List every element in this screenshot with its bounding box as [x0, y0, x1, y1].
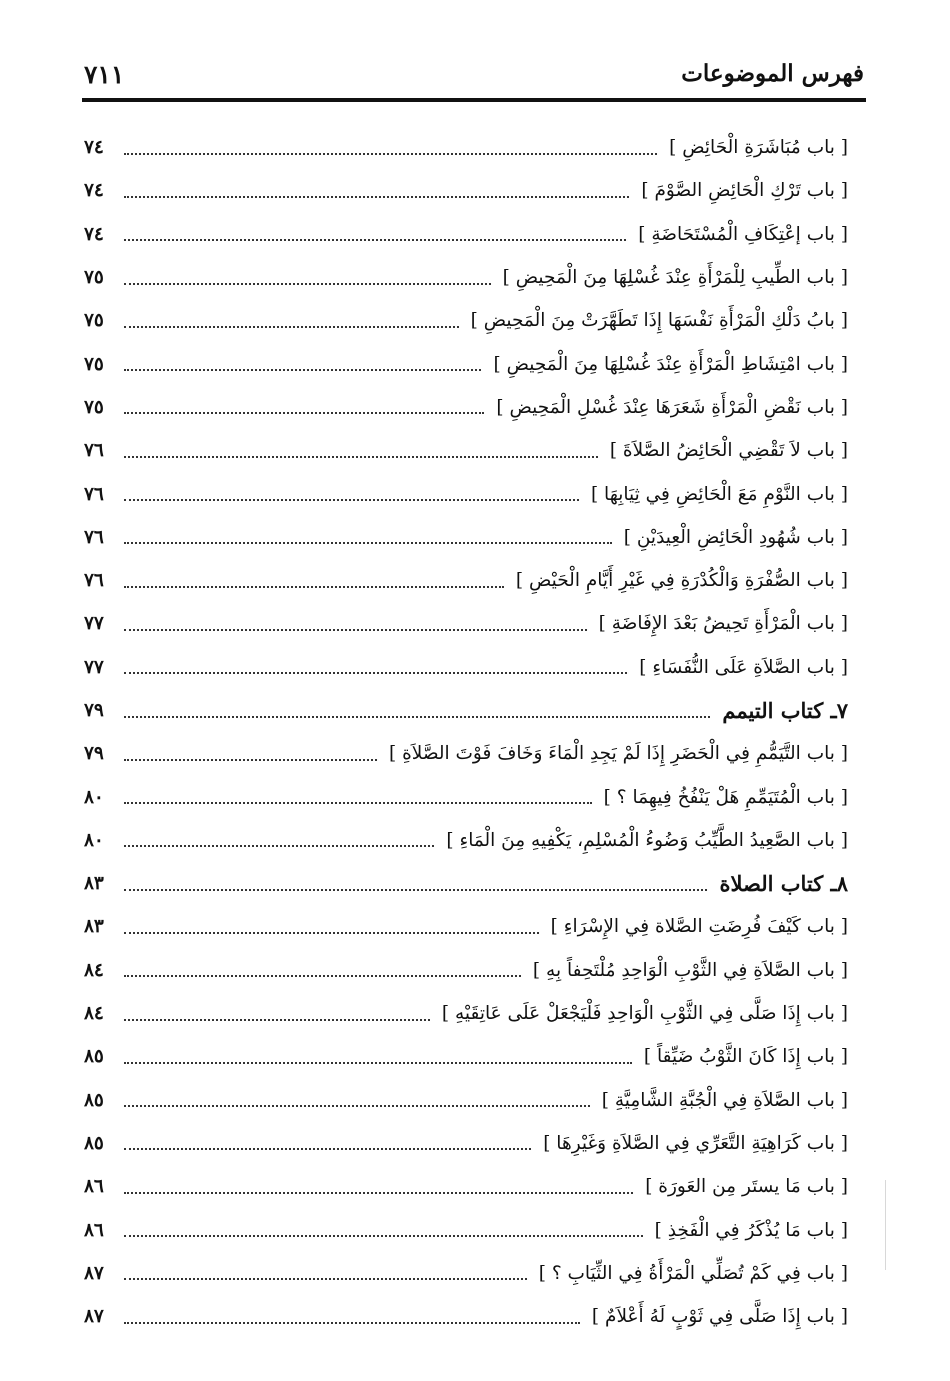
dot-leader: [124, 153, 657, 155]
entry-page-number: ٨٤: [84, 959, 104, 981]
entry-title: [ باب النَّوْمِ مَعَ الْحَائِضِ فِي ثِيَابِهَا ]: [590, 483, 848, 505]
dot-leader: [124, 975, 521, 977]
entry-page-number: ٨٠: [84, 829, 104, 851]
dot-leader: [124, 1322, 580, 1324]
entry-page-number: ٨٥: [84, 1132, 104, 1154]
toc-chapter-row: [84, 862, 848, 905]
dot-leader: [124, 759, 377, 761]
entry-title: [ باب إِذَا كَانَ الثَّوْبُ ضَيِّقاً ]: [643, 1046, 848, 1068]
entry-page-number: ٧٥: [84, 267, 104, 289]
entry-title: [ باب إِذَا صَلَّى فِي ثَوْبٍ لَهُ أَعْلاَمٌ ]: [591, 1306, 848, 1328]
toc-chapter-row: [84, 689, 848, 732]
entry-page-number: ٧٧: [84, 656, 104, 678]
toc-entry-row: [84, 1208, 848, 1251]
dot-leader: [124, 1105, 590, 1107]
dot-leader: [124, 1019, 430, 1021]
entry-page-number: ٨٧: [84, 1306, 104, 1328]
dot-leader: [124, 1062, 632, 1064]
entry-title: [ باب كَيْفَ فُرِضَتِ الصَّلاة فِي الإِسْرَاءِ ]: [550, 916, 848, 938]
entry-title: [ باب نَقْضِ الْمَرْأَةِ شَعَرَهَا عِنْدَ غُسْلِ الْمَحِيضِ ]: [496, 396, 848, 418]
entry-title: [ باب الصَّلاَةِ فِي الْجُبَّةِ الشَّامِيَّةِ ]: [601, 1089, 848, 1111]
dot-leader: [124, 239, 626, 241]
entry-page-number: ٨٦: [84, 1219, 104, 1241]
entry-page-number: ٨٤: [84, 1003, 104, 1025]
entry-title: [ باب مَا يستَر مِن العَورَة ]: [645, 1176, 848, 1198]
dot-leader: [124, 802, 592, 804]
entry-page-number: ٧٦: [84, 440, 104, 462]
entry-page-number: ٨٦: [84, 1176, 104, 1198]
dot-leader: [124, 456, 598, 458]
dot-leader: [124, 1278, 527, 1280]
entry-page-number: ٨٠: [84, 786, 104, 808]
entry-title: [ باب التَّيَمُّمِ فِي الْحَضَرِ إِذَا لَمْ يَجِدِ الْمَاءَ وَخَافَ فَوْتَ الصَّلاَةِ ]: [388, 743, 848, 765]
entry-title: [ باب الْمَرْأَةِ تَحِيضُ بَعْدَ الإِفَاضَةِ ]: [598, 613, 848, 635]
dot-leader: [124, 845, 434, 847]
entry-title: [ باب لاَ تَقْضِي الْحَائِضُ الصَّلاَةَ ]: [609, 440, 848, 462]
toc-entry-row: [84, 342, 848, 385]
entry-title: [ باب تَرْكِ الْحَائِضِ الصَّوْمَ ]: [641, 180, 848, 202]
page-header: [84, 58, 864, 98]
entry-page-number: ٧٦: [84, 483, 104, 505]
entry-title: [ باب الصَّلاَةِ عَلَى النُّفَسَاءِ ]: [639, 656, 848, 678]
toc-entry-row: [84, 559, 848, 602]
dot-leader: [124, 716, 710, 718]
dot-leader: [124, 412, 484, 414]
toc-entry-row: [84, 1165, 848, 1208]
toc-entry-row: [84, 1079, 848, 1122]
dot-leader: [124, 326, 459, 328]
entry-page-number: ٨٥: [84, 1046, 104, 1068]
entry-page-number: ٧٤: [84, 223, 104, 245]
page-number: ٧١١: [84, 60, 125, 89]
toc-entry-row: [84, 1252, 848, 1295]
toc-entry-row: [84, 819, 848, 862]
dot-leader: [124, 586, 504, 588]
entry-page-number: ٨٥: [84, 1089, 104, 1111]
toc-entry-row: [84, 646, 848, 689]
toc-entry-row: [84, 472, 848, 515]
dot-leader: [124, 499, 579, 501]
toc-entry-row: [84, 775, 848, 818]
entry-title: [ باب فِي كَمْ تُصَلِّي الْمَرْأَةُ فِي الثِّيَابِ ؟ ]: [538, 1262, 848, 1284]
toc-entry-row: [84, 169, 848, 212]
toc-entry-row: [84, 126, 848, 169]
entry-page-number: ٧٦: [84, 570, 104, 592]
entry-page-number: ٧٩: [84, 700, 104, 721]
entry-page-number: ٨٣: [84, 873, 104, 895]
entry-page-number: ٧٤: [84, 137, 104, 159]
entry-title: [ باب الْمُتَيَمِّمِ هَلْ يَنْفُخُ فِيهِمَا ؟ ]: [603, 786, 848, 808]
dot-leader: [124, 889, 707, 891]
entry-title: [ باب امْتِشَاطِ الْمَرْأَةِ عِنْدَ غُسْلِهَا مِنَ الْمَحِيضِ ]: [493, 353, 848, 375]
toc-entry-row: [84, 602, 848, 645]
entry-page-number: ٨٣: [84, 916, 104, 938]
toc-entry-row: [84, 949, 848, 992]
dot-leader: [124, 1148, 531, 1150]
header-rule: [82, 98, 866, 102]
entry-title: [ بابُ دَلْكِ الْمَرْأَةِ نَفْسَهَا إِذَا تَطَهَّرَتْ مِنَ الْمَحِيضِ ]: [470, 310, 848, 332]
entry-page-number: ٧٤: [84, 180, 104, 202]
toc-entry-row: [84, 1295, 848, 1338]
dot-leader: [124, 1192, 633, 1194]
entry-page-number: ٧٥: [84, 353, 104, 375]
entry-page-number: ٧٥: [84, 310, 104, 332]
toc-entry-row: [84, 429, 848, 472]
toc-entry-row: [84, 1122, 848, 1165]
toc-entry-row: [84, 299, 848, 342]
entry-page-number: ٧٩: [84, 743, 104, 765]
dot-leader: [124, 542, 612, 544]
margin-mark: [885, 1180, 886, 1270]
toc-entry-row: [84, 256, 848, 299]
toc-entry-row: [84, 732, 848, 775]
dot-leader: [124, 629, 587, 631]
entry-page-number: ٧٦: [84, 526, 104, 548]
entry-title: [ باب إِذَا صَلَّى فِي الثَّوْبِ الْوَاحِدِ فَلْيَجْعَلْ عَلَى عَاتِقَيْهِ ]: [441, 1003, 848, 1025]
dot-leader: [124, 196, 629, 198]
entry-page-number: ٧٥: [84, 396, 104, 418]
entry-title: [ باب الطِّيبِ لِلْمَرْأَةِ عِنْدَ غُسْلِهَا مِنَ الْمَحِيضِ ]: [502, 267, 848, 289]
entry-title: [ باب مُبَاشَرَةِ الْحَائِضِ ]: [669, 137, 848, 159]
entry-page-number: ٧٧: [84, 613, 104, 635]
entry-title: [ باب إعْتِكَافِ الْمُسْتَحَاضَةِ ]: [638, 223, 848, 245]
chapter-title: ٨ـ كتاب الصلاة: [719, 871, 848, 897]
toc-entry-row: [84, 1035, 848, 1078]
dot-leader: [124, 369, 481, 371]
toc-entry-row: [84, 386, 848, 429]
entry-title: [ باب كَرَاهِيَةِ التَّعَرِّي فِي الصَّلاَةِ وَغَيْرِهَا ]: [543, 1132, 848, 1154]
toc-entry-row: [84, 992, 848, 1035]
entry-title: [ باب شُهُودِ الْحَائِضِ الْعِيدَيْنِ ]: [623, 526, 848, 548]
toc-entry-row: [84, 213, 848, 256]
entry-title: [ باب الصَّلاَةِ فِي الثَّوْبِ الْوَاحِدِ مُلْتَحِفاً بِهِ ]: [532, 959, 848, 981]
dot-leader: [124, 1235, 643, 1237]
running-title: فهرس الموضوعات: [681, 60, 864, 87]
table-of-contents: [84, 126, 848, 1338]
toc-entry-row: [84, 905, 848, 948]
entry-title: [ باب الصَّعِيدُ الطَّيِّبُ وَضُوءُ الْمُسْلِمِ، يَكْفِيهِ مِنَ الْمَاءِ ]: [446, 829, 848, 851]
entry-title: [ باب مَا يُذْكَرُ فِي الْفَخِذِ ]: [654, 1219, 848, 1241]
dot-leader: [124, 932, 539, 934]
dot-leader: [124, 672, 627, 674]
entry-title: [ باب الصُّفْرَةِ وَالْكُدْرَةِ فِي غَيْرِ أَيَّامِ الْحَيْضِ ]: [515, 570, 848, 592]
dot-leader: [124, 283, 491, 285]
entry-page-number: ٨٧: [84, 1262, 104, 1284]
toc-entry-row: [84, 516, 848, 559]
chapter-title: ٧ـ كتاب التيمم: [722, 698, 848, 723]
